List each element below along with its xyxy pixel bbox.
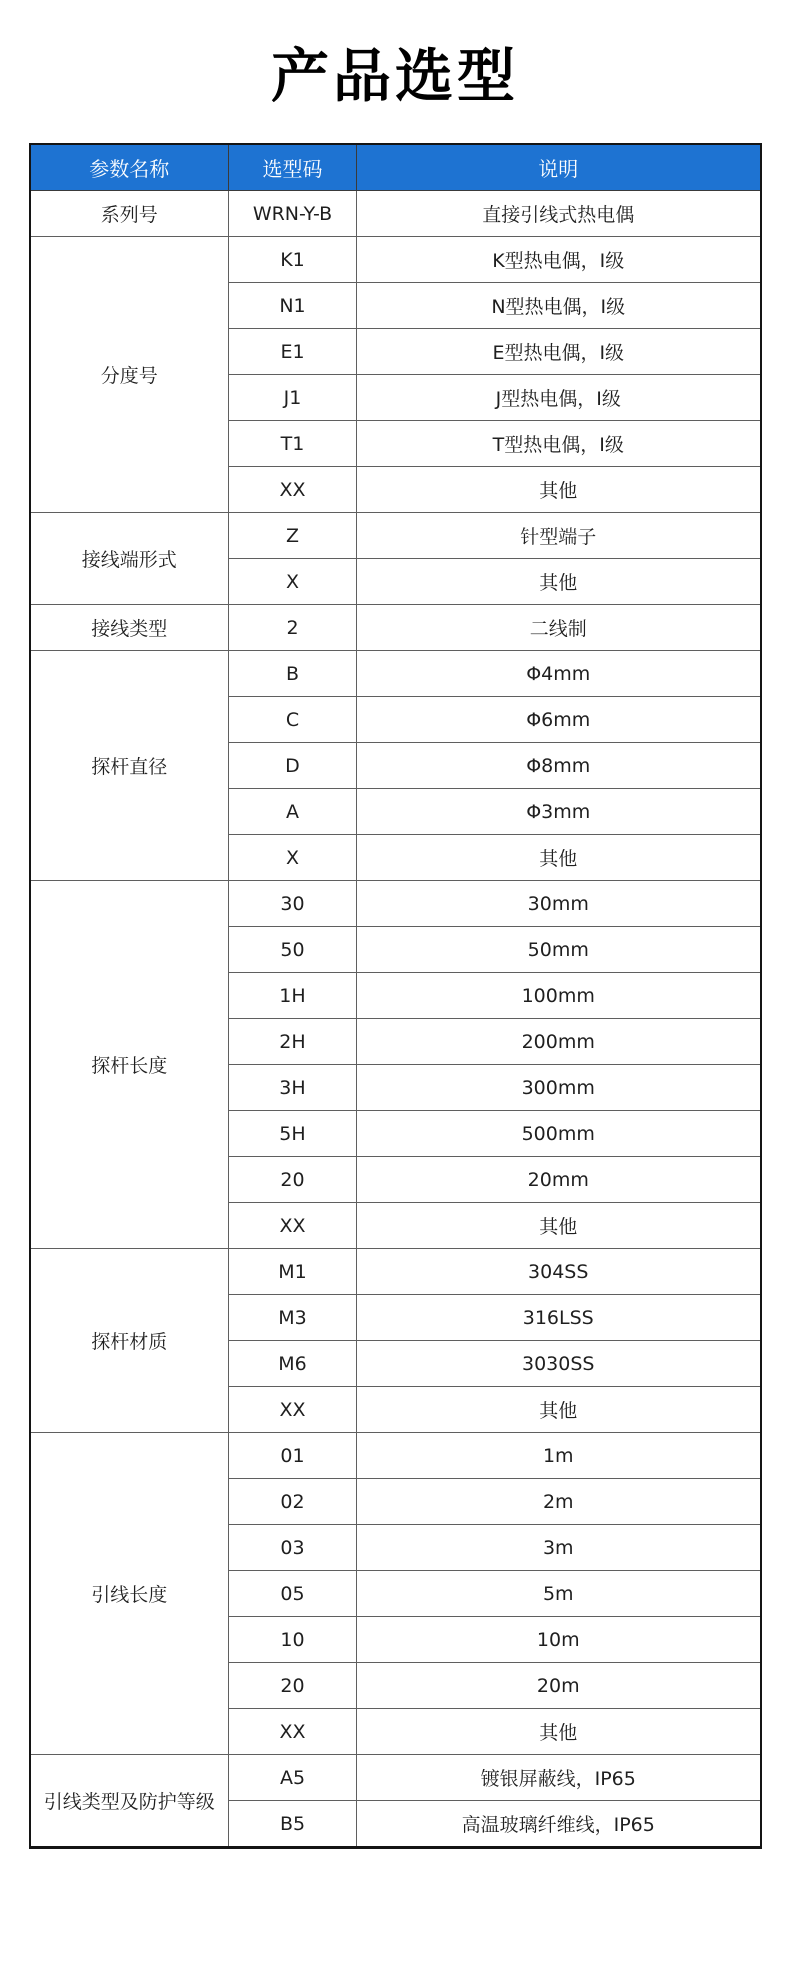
column-header-description: 说明 [357, 144, 761, 191]
description-cell: 3m [357, 1525, 761, 1571]
table-row [30, 237, 761, 283]
selection-code-cell: 2 [229, 605, 357, 651]
description-cell: Φ8mm [357, 743, 761, 789]
description-cell: Φ3mm [357, 789, 761, 835]
selection-code-cell: B5 [229, 1801, 357, 1848]
selection-code-cell: 5H [229, 1111, 357, 1157]
description-cell: 20mm [357, 1157, 761, 1203]
table-row [30, 881, 761, 927]
product-selection-table [29, 143, 762, 1849]
parameter-name-cell: 分度号 [30, 237, 229, 513]
table-body [30, 191, 761, 1848]
selection-code-cell: B [229, 651, 357, 697]
table-header-row [30, 144, 761, 191]
column-header-parameter-name: 参数名称 [30, 144, 229, 191]
selection-code-cell: T1 [229, 421, 357, 467]
description-cell: 500mm [357, 1111, 761, 1157]
selection-code-cell: K1 [229, 237, 357, 283]
selection-code-cell: 05 [229, 1571, 357, 1617]
selection-code-cell: 30 [229, 881, 357, 927]
description-cell: 20m [357, 1663, 761, 1709]
description-cell: 5m [357, 1571, 761, 1617]
description-cell: 其他 [357, 559, 761, 605]
selection-code-cell: 02 [229, 1479, 357, 1525]
table-row [30, 513, 761, 559]
parameter-name-cell: 引线类型及防护等级 [30, 1755, 229, 1848]
selection-code-cell: M3 [229, 1295, 357, 1341]
description-cell: 30mm [357, 881, 761, 927]
column-header-selection-code: 选型码 [229, 144, 357, 191]
description-cell: 其他 [357, 1709, 761, 1755]
description-cell: 镀银屏蔽线，IP65 [357, 1755, 761, 1801]
description-cell: 10m [357, 1617, 761, 1663]
selection-code-cell: C [229, 697, 357, 743]
parameter-name-cell: 系列号 [30, 191, 229, 237]
selection-code-cell: 2H [229, 1019, 357, 1065]
description-cell: 304SS [357, 1249, 761, 1295]
parameter-name-cell: 探杆材质 [30, 1249, 229, 1433]
description-cell: Φ6mm [357, 697, 761, 743]
description-cell: N型热电偶，Ⅰ级 [357, 283, 761, 329]
description-cell: 3030SS [357, 1341, 761, 1387]
selection-code-cell: M1 [229, 1249, 357, 1295]
selection-code-cell: 03 [229, 1525, 357, 1571]
description-cell: 1m [357, 1433, 761, 1479]
selection-code-cell: D [229, 743, 357, 789]
selection-code-cell: XX [229, 467, 357, 513]
selection-code-cell: 1H [229, 973, 357, 1019]
selection-code-cell: 20 [229, 1157, 357, 1203]
description-cell: 300mm [357, 1065, 761, 1111]
description-cell: J型热电偶，Ⅰ级 [357, 375, 761, 421]
parameter-name-cell: 引线长度 [30, 1433, 229, 1755]
parameter-name-cell: 探杆长度 [30, 881, 229, 1249]
selection-code-cell: 50 [229, 927, 357, 973]
description-cell: 直接引线式热电偶 [357, 191, 761, 237]
selection-code-cell: 10 [229, 1617, 357, 1663]
table-row [30, 1433, 761, 1479]
selection-code-cell: E1 [229, 329, 357, 375]
selection-code-cell: XX [229, 1387, 357, 1433]
description-cell: 100mm [357, 973, 761, 1019]
selection-code-cell: M6 [229, 1341, 357, 1387]
description-cell: 2m [357, 1479, 761, 1525]
selection-code-cell: 3H [229, 1065, 357, 1111]
selection-code-cell: WRN-Y-B [229, 191, 357, 237]
table-row [30, 191, 761, 237]
description-cell: 二线制 [357, 605, 761, 651]
description-cell: 其他 [357, 1387, 761, 1433]
selection-code-cell: A [229, 789, 357, 835]
selection-code-cell: XX [229, 1709, 357, 1755]
selection-code-cell: X [229, 835, 357, 881]
description-cell: 50mm [357, 927, 761, 973]
description-cell: 其他 [357, 835, 761, 881]
selection-code-cell: X [229, 559, 357, 605]
page-title: 产品选型 [270, 42, 519, 110]
description-cell: 其他 [357, 1203, 761, 1249]
table-row [30, 605, 761, 651]
selection-code-cell: Z [229, 513, 357, 559]
parameter-name-cell: 接线类型 [30, 605, 229, 651]
selection-code-cell: A5 [229, 1755, 357, 1801]
description-cell: T型热电偶，Ⅰ级 [357, 421, 761, 467]
table-row [30, 1249, 761, 1295]
selection-code-cell: 20 [229, 1663, 357, 1709]
description-cell: E型热电偶，Ⅰ级 [357, 329, 761, 375]
description-cell: K型热电偶，Ⅰ级 [357, 237, 761, 283]
description-cell: Φ4mm [357, 651, 761, 697]
selection-code-cell: J1 [229, 375, 357, 421]
parameter-name-cell: 接线端形式 [30, 513, 229, 605]
description-cell: 高温玻璃纤维线，IP65 [357, 1801, 761, 1848]
selection-code-cell: XX [229, 1203, 357, 1249]
description-cell: 200mm [357, 1019, 761, 1065]
description-cell: 316LSS [357, 1295, 761, 1341]
parameter-name-cell: 探杆直径 [30, 651, 229, 881]
selection-code-cell: N1 [229, 283, 357, 329]
description-cell: 针型端子 [357, 513, 761, 559]
selection-code-cell: 01 [229, 1433, 357, 1479]
table-row [30, 651, 761, 697]
table-row [30, 1755, 761, 1801]
description-cell: 其他 [357, 467, 761, 513]
